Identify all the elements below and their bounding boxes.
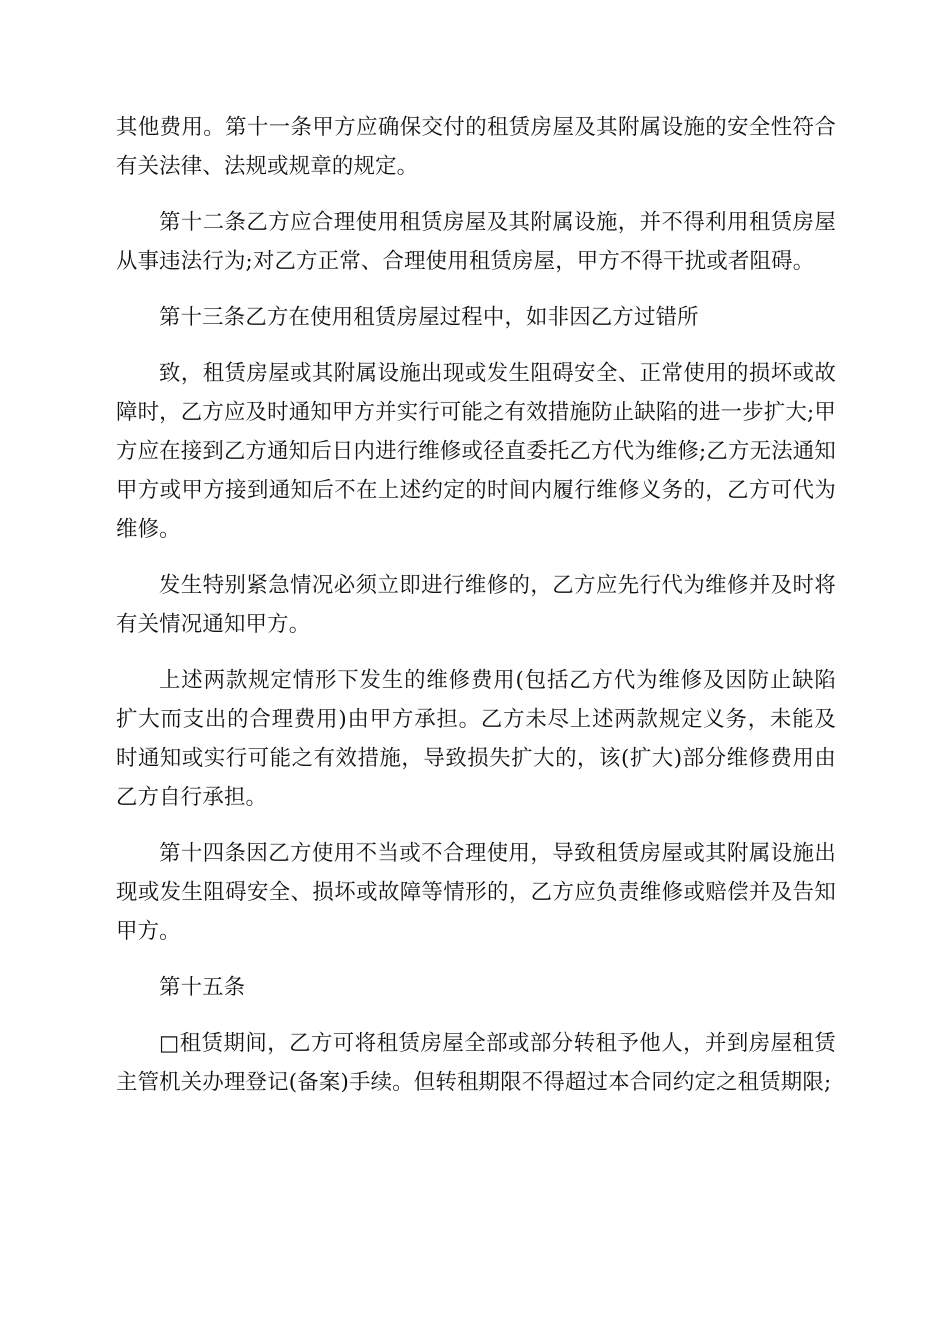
- paragraph-emergency-repair: 发生特别紧急情况必须立即进行维修的，乙方应先行代为维修并及时将有关情况通知甲方。: [116, 573, 836, 637]
- document-body: [116, 108, 836, 1119]
- paragraph-article-14: 第十四条因乙方使用不当或不合理使用，导致租赁房屋或其附属设施出现或发生阻碍安全、损坏或故障等情形的，乙方应负责维修或赔偿并及告知甲方。: [116, 841, 836, 944]
- paragraph-article-13-repair: 致，租赁房屋或其附属设施出现或发生阻碍安全、正常使用的损坏或故障时，乙方应及时通知甲方并实行可能之有效措施防止缺陷的进一步扩大;甲方应在接到乙方通知后日内进行维修或径直委托乙方代为维修;乙方无法通知甲方或甲方接到通知后不在上述约定的时间内履行维修义务的，乙方可代为维修。: [116, 361, 836, 542]
- paragraph-sublease-option: □租赁期间，乙方可将租赁房屋全部或部分转租予他人，并到房屋租赁主管机关办理登记(备案)手续。但转租期限不得超过本合同约定之租赁期限;: [116, 1031, 836, 1095]
- paragraph-article-12: 第十二条乙方应合理使用租赁房屋及其附属设施，并不得利用租赁房屋从事违法行为;对乙方正常、合理使用租赁房屋，甲方不得干扰或者阻碍。: [116, 210, 836, 274]
- paragraph-article-11: 其他费用。第十一条甲方应确保交付的租赁房屋及其附属设施的安全性符合有关法律、法规或规章的规定。: [116, 115, 836, 179]
- paragraph-article-15-heading: 第十五条: [159, 975, 246, 1000]
- paragraph-article-13-intro: 第十三条乙方在使用租赁房屋过程中，如非因乙方过错所: [159, 305, 699, 330]
- paragraph-repair-costs: 上述两款规定情形下发生的维修费用(包括乙方代为维修及因防止缺陷扩大而支出的合理费用)由甲方承担。乙方未尽上述两款规定义务，未能及时通知或实行可能之有效措施，导致损失扩大的，该(扩大)部分维修费用由乙方自行承担。: [116, 668, 836, 810]
